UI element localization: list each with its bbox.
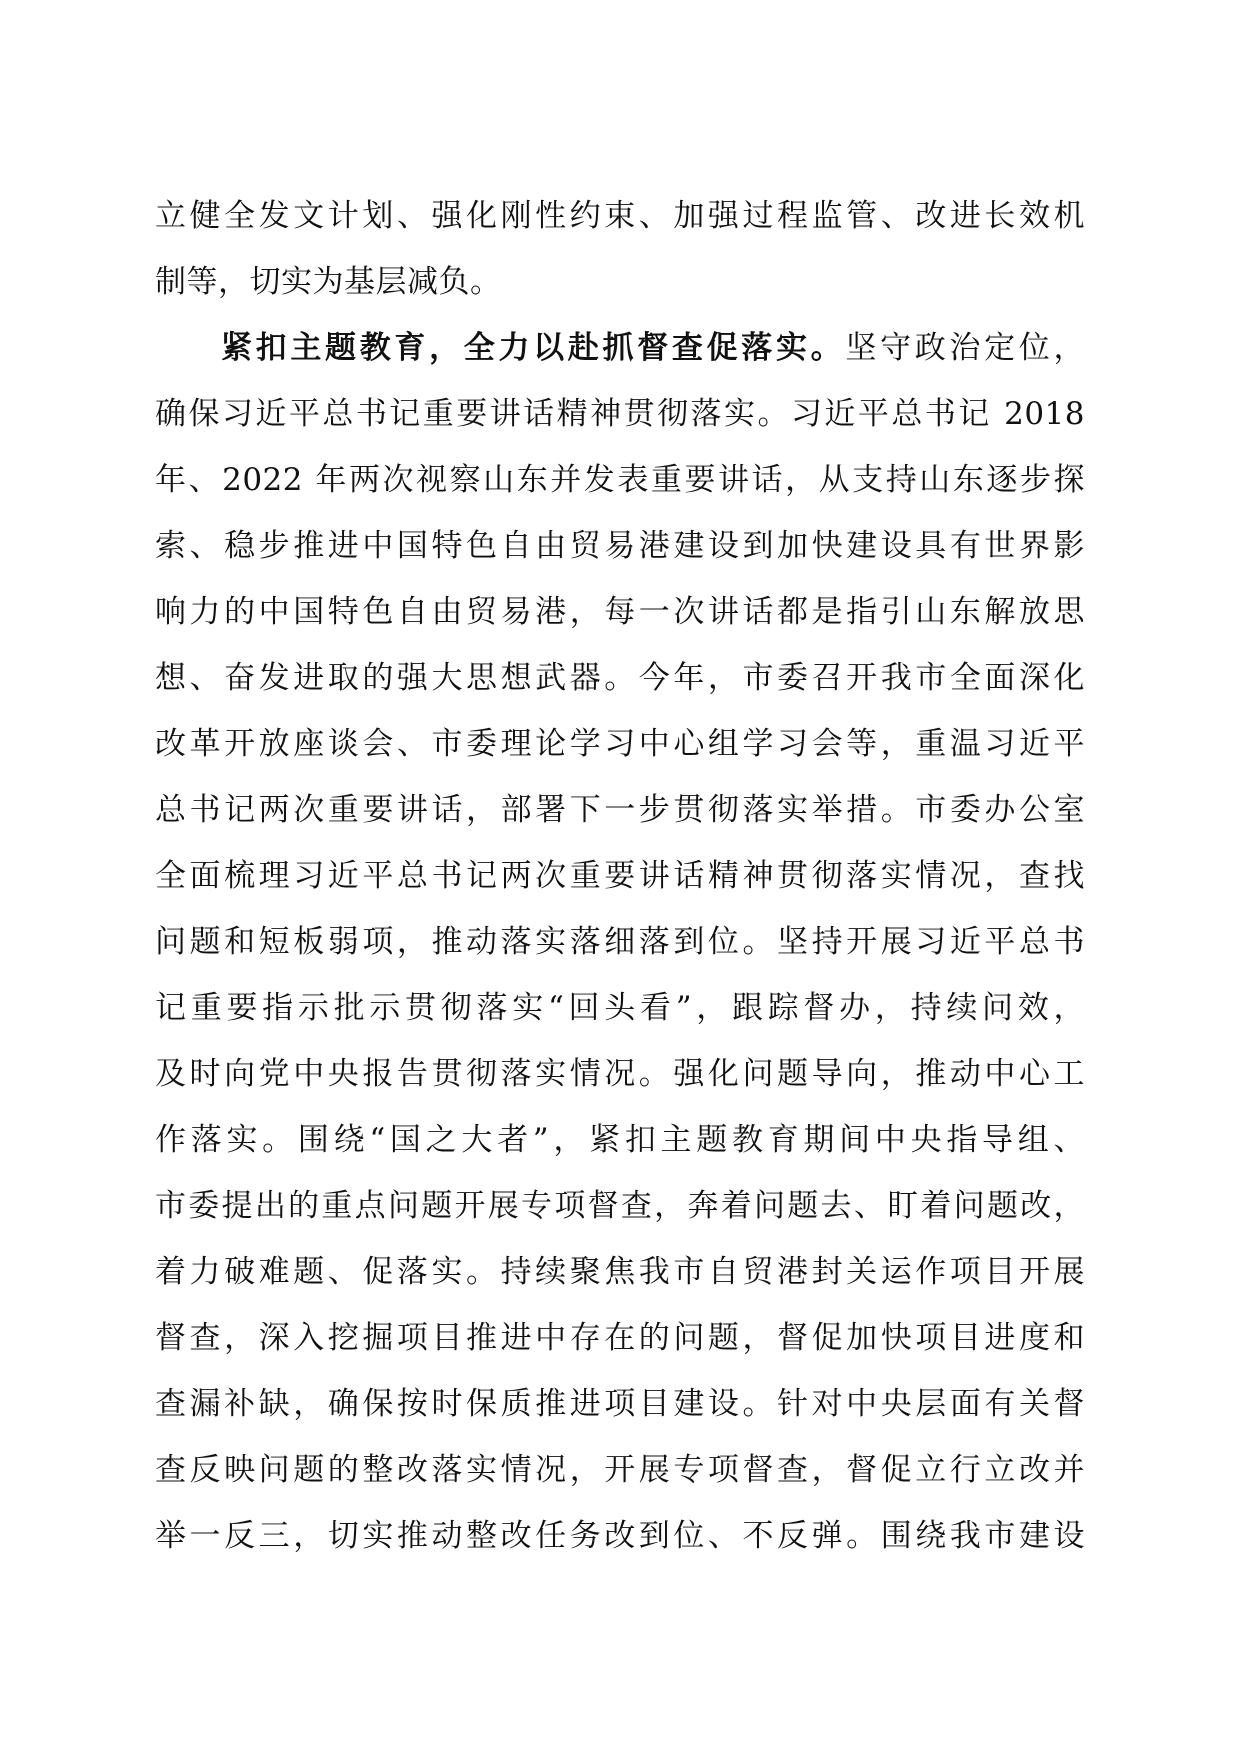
bold-heading: 紧扣主题教育，全力以赴抓督查促落实。 [221, 330, 846, 366]
paragraph-line: 全面梳理习近平总书记两次重要讲话精神贯彻落实情况，查找 [155, 858, 1085, 894]
paragraph-line: 查反映问题的整改落实情况，开展专项督查，督促立行立改并 [155, 1452, 1085, 1488]
paragraph-line: 督查，深入挖掘项目推进中存在的问题，督促加快项目进度和 [155, 1320, 1085, 1356]
paragraph-line: 改革开放座谈会、市委理论学习中心组学习会等，重温习近平 [155, 726, 1085, 762]
paragraph-line: 制等，切实为基层减负。 [155, 264, 502, 300]
paragraph-line: 总书记两次重要讲话，部署下一步贯彻落实举措。市委办公室 [155, 792, 1085, 828]
paragraph-line: 想、奋发进取的强大思想武器。今年，市委召开我市全面深化 [155, 660, 1085, 696]
paragraph-line: 索、稳步推进中国特色自由贸易港建设到加快建设具有世界影 [155, 528, 1085, 564]
paragraph-line: 响力的中国特色自由贸易港，每一次讲话都是指引山东解放思 [155, 594, 1085, 630]
paragraph-line: 及时向党中央报告贯彻落实情况。强化问题导向，推动中心工 [155, 1056, 1085, 1092]
paragraph-line: 确保习近平总书记重要讲话精神贯彻落实。习近平总书记 2018 [155, 396, 1085, 432]
paragraph-line: 年、2022 年两次视察山东并发表重要讲话，从支持山东逐步探 [155, 462, 1085, 498]
paragraph-line: 举一反三，切实推动整改任务改到位、不反弹。围绕我市建设 [155, 1518, 1085, 1554]
paragraph-line: 问题和短板弱项，推动落实落细落到位。坚持开展习近平总书 [155, 924, 1085, 960]
paragraph-line: 市委提出的重点问题开展专项督查，奔着问题去、盯着问题改， [155, 1188, 1085, 1224]
paragraph-heading-line [221, 315, 1085, 381]
paragraph-line: 作落实。围绕“国之大者”，紧扣主题教育期间中央指导组、 [155, 1122, 1085, 1158]
paragraph-line: 记重要指示批示贯彻落实“回头看”，跟踪督办，持续问效， [155, 990, 1085, 1026]
heading-line-rest: 坚守政治定位， [845, 330, 1085, 366]
paragraph-line: 立健全发文计划、强化刚性约束、加强过程监管、改进长效机 [155, 198, 1085, 234]
paragraph-line: 查漏补缺，确保按时保质推进项目建设。针对中央层面有关督 [155, 1386, 1085, 1422]
paragraph-line: 着力破难题、促落实。持续聚焦我市自贸港封关运作项目开展 [155, 1254, 1085, 1290]
